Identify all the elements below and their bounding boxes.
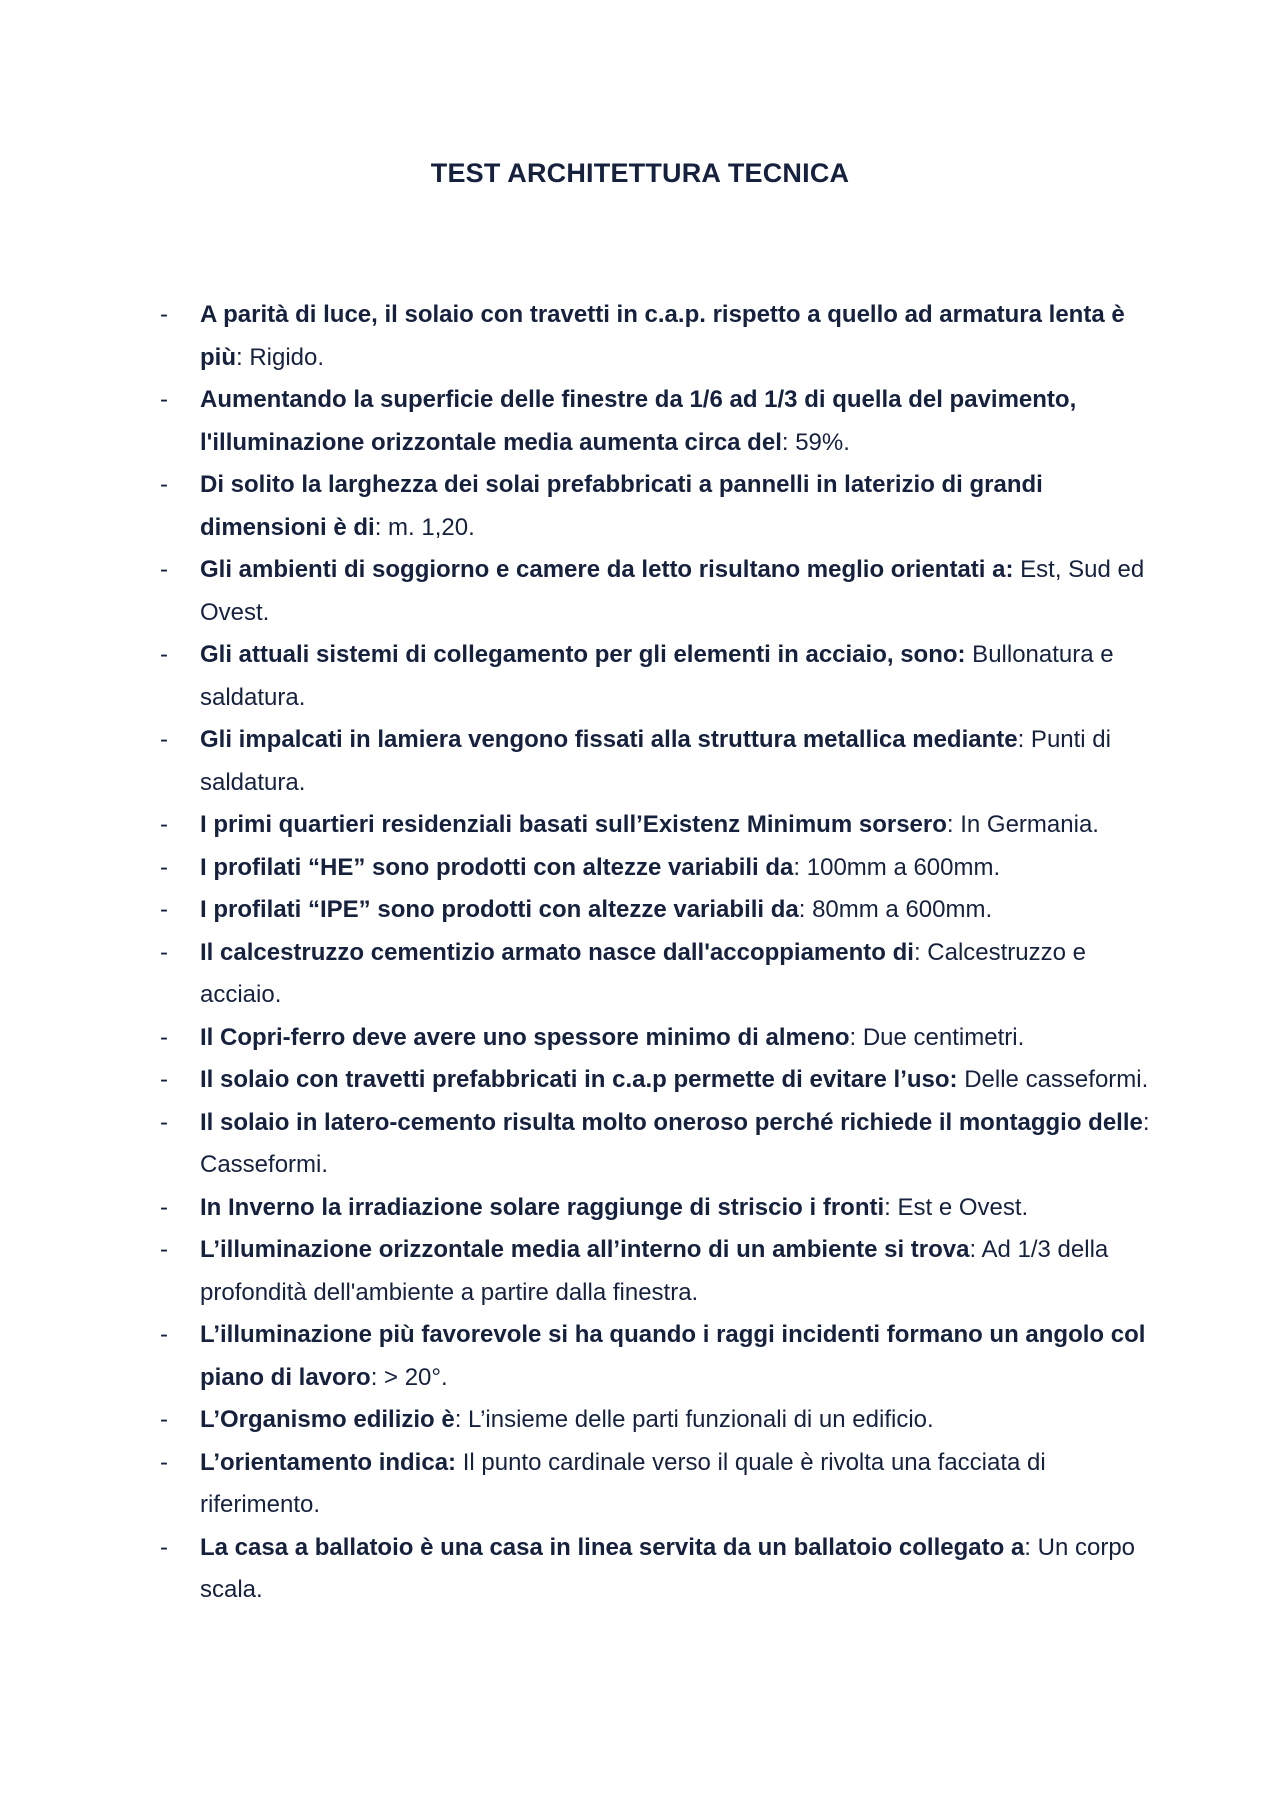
answer-text: : > 20°. bbox=[370, 1363, 448, 1391]
list-bullet-dash: - bbox=[160, 938, 168, 966]
answer-text: Delle casseformi. bbox=[957, 1066, 1149, 1093]
answer-text: : Ad 1/3 della profondità dell'ambiente a partire dalla finestra. bbox=[200, 1236, 1109, 1306]
list-item bbox=[160, 847, 1160, 890]
question-text: In Inverno la irradiazione solare raggiunge di striscio i fronti bbox=[200, 1193, 885, 1221]
answer-text: Bullonatura e saldatura. bbox=[200, 641, 1114, 711]
list-bullet-dash: - bbox=[160, 853, 168, 881]
answer-text: : Due centimetri. bbox=[849, 1023, 1025, 1051]
list-bullet-dash: - bbox=[160, 1108, 168, 1136]
list-item bbox=[160, 932, 1160, 1017]
answer-text: : Rigido. bbox=[236, 343, 325, 371]
answer-text: : L’insieme delle parti funzionali di un edificio. bbox=[454, 1406, 934, 1433]
question-text: Il Copri-ferro deve avere uno spessore minimo di almeno bbox=[200, 1023, 850, 1051]
question-text: Gli ambienti di soggiorno e camere da letto risultano meglio orientati a: bbox=[200, 556, 1014, 583]
list-bullet-dash: - bbox=[160, 471, 168, 498]
list-bullet-dash: - bbox=[160, 811, 168, 838]
answer-text: : Un corpo scala. bbox=[200, 1533, 1136, 1603]
list-item bbox=[160, 1399, 1160, 1442]
question-answer-list bbox=[160, 294, 1160, 1612]
answer-text: : In Germania. bbox=[946, 811, 1099, 838]
list-item bbox=[160, 1102, 1160, 1187]
question-text: Gli attuali sistemi di collegamento per gli elementi in acciaio, sono: bbox=[200, 641, 966, 668]
list-bullet-dash: - bbox=[160, 641, 168, 668]
list-item bbox=[160, 294, 1160, 379]
list-item bbox=[160, 719, 1160, 804]
answer-text: : Casseformi. bbox=[200, 1108, 1150, 1178]
list-item bbox=[160, 634, 1160, 719]
list-bullet-dash: - bbox=[160, 1066, 168, 1093]
list-bullet-dash: - bbox=[160, 1236, 168, 1263]
answer-text: : m. 1,20. bbox=[374, 513, 475, 541]
answer-text: : Punti di saldatura. bbox=[200, 726, 1111, 796]
list-item bbox=[160, 1314, 1160, 1399]
question-text: Gli impalcati in lamiera vengono fissati alla struttura metallica mediante bbox=[200, 726, 1018, 753]
list-item bbox=[160, 804, 1160, 847]
answer-text: : Calcestruzzo e acciaio. bbox=[200, 938, 1087, 1008]
question-text: Il solaio in latero-cemento risulta molto oneroso perché richiede il montaggio delle bbox=[200, 1108, 1143, 1136]
question-text: I profilati “IPE” sono prodotti con altezze variabili da bbox=[200, 896, 799, 923]
list-bullet-dash: - bbox=[160, 1193, 168, 1221]
list-item bbox=[160, 1442, 1160, 1527]
question-text: La casa a ballatoio è una casa in linea servita da un ballatoio collegato a bbox=[200, 1533, 1025, 1561]
question-text: Il solaio con travetti prefabbricati in c.a.p permette di evitare l’uso: bbox=[200, 1066, 958, 1093]
list-item bbox=[160, 889, 1160, 932]
question-text: A parità di luce, il solaio con travetti in c.a.p. rispetto a quello ad armatura lenta è più bbox=[200, 301, 1125, 371]
question-text: L’orientamento indica: bbox=[200, 1448, 457, 1476]
question-text: Di solito la larghezza dei solai prefabbricati a pannelli in laterizio di grandi dimensioni è di bbox=[200, 471, 1043, 541]
question-text: I profilati “HE” sono prodotti con altezze variabili da bbox=[200, 853, 794, 881]
list-bullet-dash: - bbox=[160, 1448, 168, 1476]
list-item bbox=[160, 1059, 1160, 1102]
question-text: L’illuminazione orizzontale media all’interno di un ambiente si trova bbox=[200, 1236, 970, 1263]
answer-text: Il punto cardinale verso il quale è rivolta una facciata di riferimento. bbox=[200, 1448, 1046, 1518]
document-title: TEST ARCHITETTURA TECNICA bbox=[430, 158, 850, 188]
list-bullet-dash: - bbox=[160, 1406, 168, 1433]
list-item bbox=[160, 1187, 1160, 1230]
list-bullet-dash: - bbox=[160, 1533, 168, 1561]
list-item bbox=[160, 549, 1160, 634]
question-text: I primi quartieri residenziali basati sull’Existenz Minimum sorsero bbox=[200, 811, 947, 838]
list-bullet-dash: - bbox=[160, 1023, 168, 1051]
list-item bbox=[160, 1017, 1160, 1060]
list-bullet-dash: - bbox=[160, 1321, 168, 1348]
question-text: L’Organismo edilizio è bbox=[200, 1406, 455, 1433]
answer-text: Est, Sud ed Ovest. bbox=[200, 556, 1145, 626]
answer-text: : 100mm a 600mm. bbox=[793, 853, 1001, 881]
answer-text: : Est e Ovest. bbox=[884, 1193, 1029, 1221]
list-bullet-dash: - bbox=[160, 726, 168, 753]
question-text: Il calcestruzzo cementizio armato nasce dall'accoppiamento di bbox=[200, 938, 914, 966]
answer-text: : 59%. bbox=[781, 428, 850, 456]
list-item bbox=[160, 1229, 1160, 1314]
question-text: Aumentando la superficie delle finestre da 1/6 ad 1/3 di quella del pavimento, l'illuminazione orizzontale media aumenta circa del bbox=[200, 386, 1077, 456]
question-text: L’illuminazione più favorevole si ha quando i raggi incidenti formano un angolo col piano di lavoro bbox=[200, 1321, 1146, 1391]
list-item bbox=[160, 1527, 1160, 1612]
list-item bbox=[160, 464, 1160, 549]
list-bullet-dash: - bbox=[160, 896, 168, 923]
list-bullet-dash: - bbox=[160, 386, 168, 413]
answer-text: : 80mm a 600mm. bbox=[798, 896, 993, 923]
list-item bbox=[160, 379, 1160, 464]
list-bullet-dash: - bbox=[160, 556, 168, 583]
list-bullet-dash: - bbox=[160, 301, 168, 328]
